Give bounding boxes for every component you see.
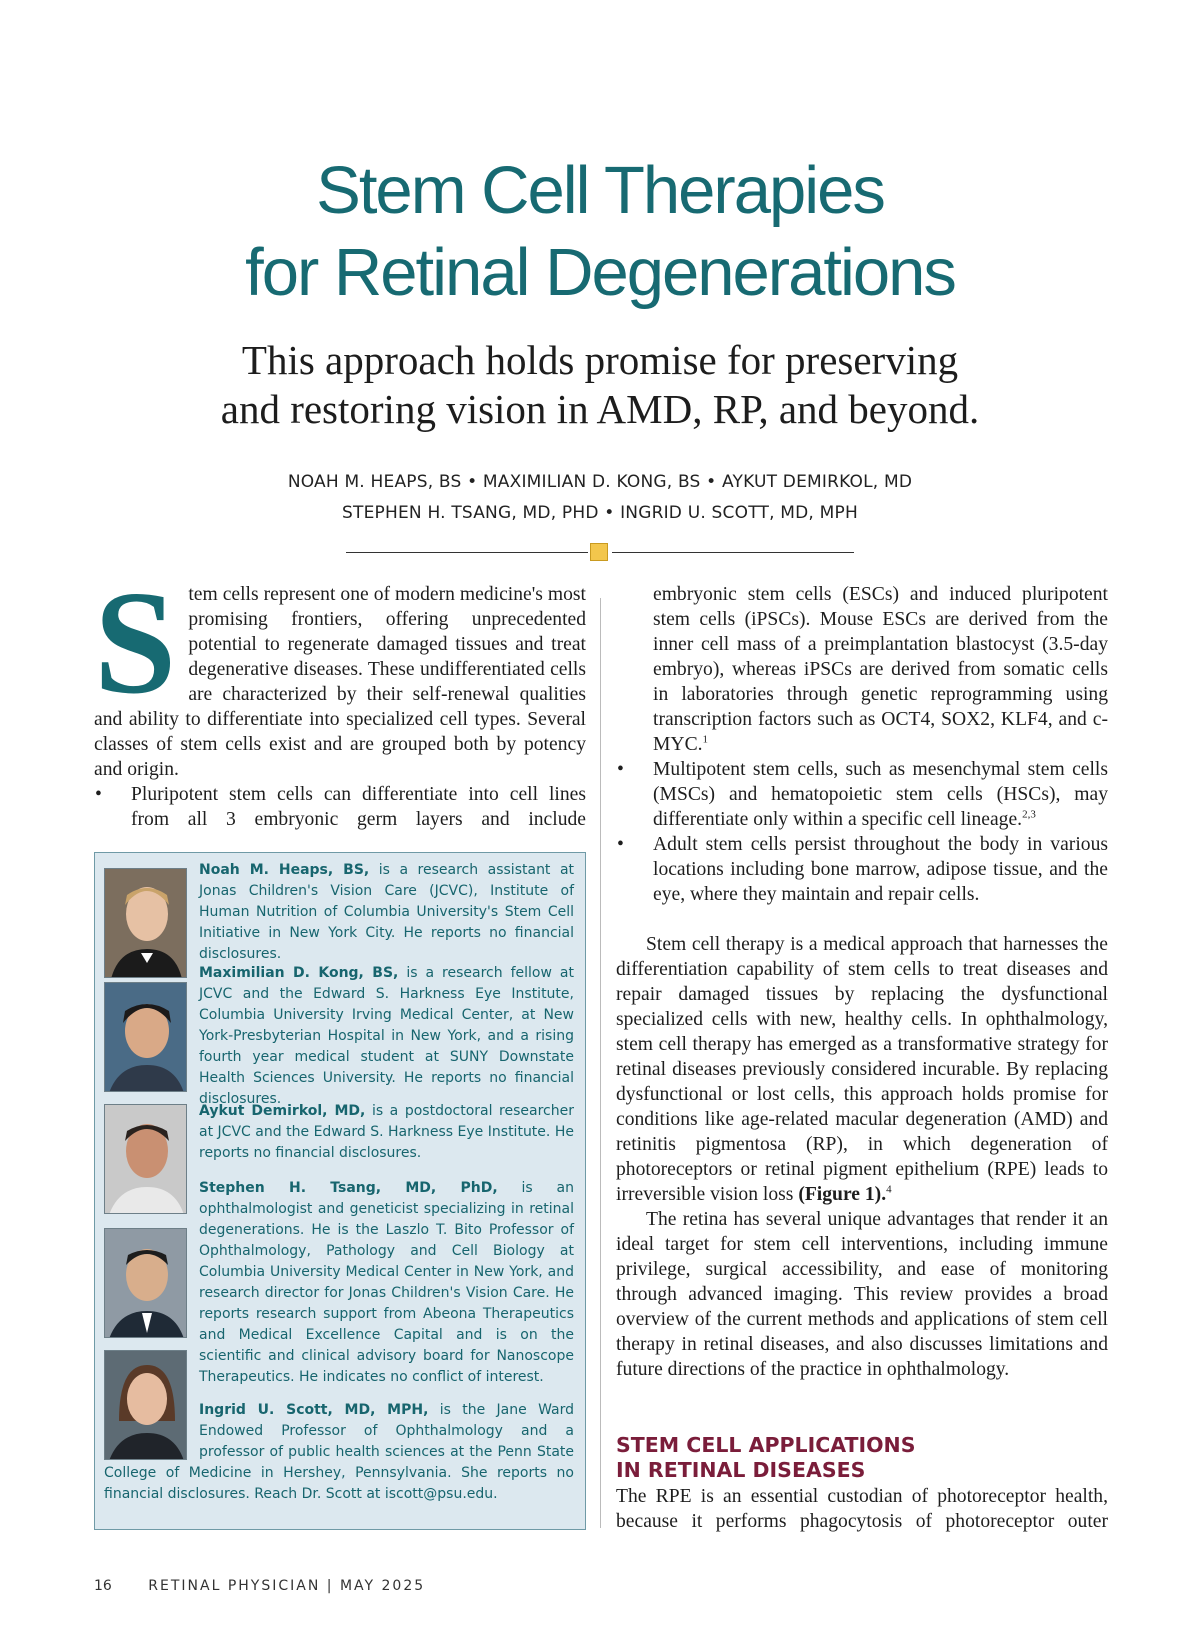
avatar [105,1229,187,1338]
article-subtitle-line: This approach holds promise for preserving [241,337,959,383]
bullet-continuation [616,582,1108,757]
bio-name: Ingrid U. Scott, MD, MPH, [199,1402,429,1418]
divider-rule [612,552,854,553]
author-photo [104,1104,187,1214]
bullet-text: Pluripotent stem cells can differentiate into cell lines from all 3 embryonic germ layers and include [131,784,586,830]
divider-rule [346,552,588,553]
intro-text: tem cells represent one of modern medicine's most promising frontiers, offering unprecedented potential to regenerate damaged tissues and treat degenerative diseases. These undifferentiated cells are characterized by their self-renewal qualities and ability to differentiate into specialized cell types. Several classes of stem cells exist and are grouped both by potency and origin. [94,584,586,780]
reference-marker: 4 [886,1183,892,1196]
section-body [616,1484,1108,1534]
intro-paragraph [94,561,586,782]
bio-text: is an ophthalmologist and geneticist specializing in retinal degenerations. He is the Laszlo T. Bito Professor of Ophthalmology, Pathology and Cell Biology at Columbia University Medical Center in New York, and research director for Jonas Children's Vision Care. He reports research support from Abeona Therapeutics and Medical Excellence Capital and is on the scientific and clinical advisory board for Nanoscope Therapeutics. He indicates no conflict of interest. [199,1180,574,1385]
author-line: STEPHEN H. TSANG, MD, PHD • INGRID U. SCOTT, MD, MPH [342,503,858,523]
paragraph-text: The retina has several unique advantages that render it an ideal target for stem cell interventions, including immune privilege, surgical accessibility, and ease of monitoring through advanced imaging. This review provides a broad overview of the current methods and applications of stem cell therapy in retinal diseases, and also discusses limitations and future directions of the practice in ophthalmology. [616,1209,1108,1380]
author-photo [104,868,187,978]
avatar [105,1105,187,1214]
page-footer [94,1578,794,1594]
publication-name: RETINAL PHYSICIAN | MAY 2025 [148,1578,426,1594]
drop-cap: S [94,561,177,725]
author-list [0,467,1200,529]
left-column [94,561,586,832]
article-title-line: for Retinal Degenerations [245,235,955,310]
bio-name: Noah M. Heaps, BS, [199,862,370,878]
bio-text: is the Jane Ward Endowed Professor of Ophthalmology and a professor of public health sciences at the Penn State College of Medicine in Hershey, Pennsylvania. She reports no financial disclosures. Reach Dr. Scott at iscott@psu.edu. [104,1402,574,1502]
bullet-item [616,832,1108,907]
body-paragraph [616,932,1108,1207]
author-photo [104,1228,187,1338]
article-title-line: Stem Cell Therapies [316,153,884,228]
bio-text: is a research assistant at Jonas Children's Vision Care (JCVC), Institute of Human Nutrition of Columbia University's Stem Cell Initiative in New York City. He reports no financial disclosures. [199,862,575,962]
reference-marker: 2,3 [1022,808,1036,821]
bio-entry [199,1178,574,1388]
bio-entry [199,1101,574,1164]
bio-entry [199,860,574,965]
avatar [105,983,187,1092]
section-heading-line: STEM CELL APPLICATIONS [616,1433,916,1457]
right-column [616,582,1108,1382]
figure-reference[interactable]: (Figure 1). [798,1184,887,1205]
bio-name: Aykut Demirkol, MD, [199,1103,366,1119]
photo-spacer [104,1400,199,1460]
article-subtitle-line: and restoring vision in AMD, RP, and beyond. [220,386,980,432]
bio-text: is a postdoctoral researcher at JCVC and the Edward S. Harkness Eye Institute. He reports no financial disclosures. [199,1103,574,1161]
bio-name: Maximilian D. Kong, BS, [199,965,399,981]
body-paragraph [616,1207,1108,1382]
bio-entry [104,1400,574,1505]
article-subtitle [0,336,1200,434]
bullet-text: Multipotent stem cells, such as mesenchymal stem cells (MSCs) and hematopoietic stem cells (HSCs), may differentiate only within a specific cell lineage. [653,759,1108,830]
bio-entry [199,963,574,1110]
reference-marker: 1 [702,733,709,746]
page-number: 16 [94,1578,112,1594]
author-photo [104,982,187,1092]
article-title [0,150,1200,314]
paragraph-text: The RPE is an essential custodian of photoreceptor health, because it performs phagocytosis of photoreceptor outer [616,1486,1108,1532]
bio-text: is a research fellow at JCVC and the Edward S. Harkness Eye Institute, Columbia University Irving Medical Center, at New York-Presbyterian Hospital in New York, and a rising fourth year medical student at SUNY Downstate Health Sciences University. He reports no financial disclosures. [199,965,574,1107]
author-line: NOAH M. HEAPS, BS • MAXIMILIAN D. KONG, BS • AYKUT DEMIRKOL, MD [287,472,913,492]
divider-square-icon [590,543,608,561]
bullet-text: embryonic stem cells (ESCs) and induced pluripotent stem cells (iPSCs). Mouse ESCs are derived from the inner cell mass of a preimplantation blastocyst (3.5-day embryo), whereas iPSCs are derived from somatic cells in laboratories through genetic reprogramming using transcription factors such as OCT4, SOX2, KLF4, and c-MYC. [653,584,1108,755]
bio-name: Stephen H. Tsang, MD, PhD, [199,1180,498,1196]
bullet-text: Adult stem cells persist throughout the body in various locations including bone marrow, adipose tissue, and the eye, where they maintain and repair cells. [653,834,1108,905]
bullet-item [94,782,586,832]
avatar [105,869,187,978]
section-heading-line: IN RETINAL DISEASES [616,1458,866,1482]
section-heading [616,1433,1108,1483]
paragraph-text: Stem cell therapy is a medical approach that harnesses the differentiation capability of stem cells to treat diseases and repair damaged tissues by replacing the dysfunctional specialized cells with new, healthy cells. In ophthalmology, stem cell therapy has emerged as a transformative strategy for retinal diseases previously considered incurable. By replacing dysfunctional or lost cells, this approach holds promise for conditions like age-related macular degeneration (AMD) and retinitis pigmentosa (RP), in which degeneration of photoreceptors or retinal pigment epithelium (RPE) leads to irreversible vision loss [616,934,1108,1205]
body-paragraph [616,1484,1108,1534]
column-rule [600,598,601,1528]
bullet-item [616,757,1108,832]
